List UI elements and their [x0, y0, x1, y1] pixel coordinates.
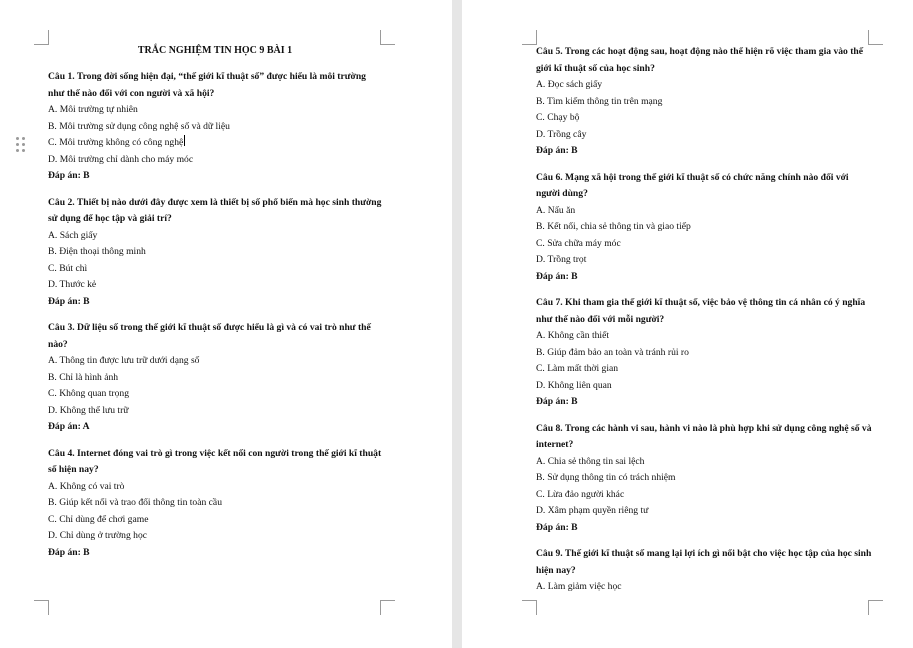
answer-line: Đáp án: B [536, 270, 578, 282]
question-text: Câu 9. Thế giới kĩ thuật số mang lại lợi ích gì nổi bật cho việc học tập của học sinh hiện nay? [536, 548, 872, 576]
page-content-right[interactable] [536, 44, 872, 606]
option-line: A. Môi trường tự nhiên [48, 104, 138, 115]
option-line: A. Không có vai trò [48, 480, 125, 492]
option-line: A. Nấu ăn [536, 204, 576, 216]
question-block-8 [536, 421, 872, 537]
question-block-5 [536, 44, 872, 160]
question-block-1 [48, 69, 382, 185]
option-line: B. Tìm kiếm thông tin trên mạng [536, 95, 663, 107]
option-line: B. Sử dụng thông tin có trách nhiệm [536, 472, 676, 483]
option-line: C. Bút chì [48, 262, 88, 274]
question-text: Câu 3. Dữ liệu số trong thế giới kĩ thuật số được hiểu là gì và có vai trò như thế nào? [48, 322, 371, 350]
option-line: A. Thông tin được lưu trữ dưới dạng số [48, 355, 200, 366]
option-line: B. Môi trường sử dụng công nghệ số và dữ liệu [48, 120, 230, 132]
option-line: D. Trồng trọt [536, 254, 587, 265]
crop-mark-top-left [34, 30, 49, 45]
document-page-left [0, 0, 452, 648]
question-text: Câu 4. Internet đóng vai trò gì trong việc kết nối con người trong thế giới kĩ thuật số hiện nay? [48, 447, 382, 475]
question-block-2 [48, 195, 382, 311]
option-line: D. Xâm phạm quyền riêng tư [536, 505, 649, 516]
option-line: B. Chỉ là hình ảnh [48, 371, 119, 383]
crop-mark-top-left [522, 30, 537, 45]
crop-mark-bottom-left [34, 600, 49, 615]
option-line: C. Chỉ dùng để chơi game [48, 513, 149, 525]
question-text: Câu 5. Trong các hoạt động sau, hoạt động nào thể hiện rõ việc tham gia vào thế giới kĩ thuật số của học sinh? [536, 46, 864, 74]
option-line: A. Sách giấy [48, 229, 98, 241]
option-line: A. Không cần thiết [536, 330, 610, 341]
question-text: Câu 6. Mạng xã hội trong thế giới kĩ thuật số có chức năng chính nào đối với người dùng? [536, 171, 849, 199]
answer-line: Đáp án: B [536, 521, 578, 533]
option-line: D. Trồng cây [536, 128, 587, 140]
question-block-7 [536, 295, 872, 411]
option-text: C. Môi trường không có công nghệ [48, 137, 184, 148]
question-block-9 [536, 546, 872, 596]
question-block-3 [48, 320, 382, 436]
option-line: D. Không liên quan [536, 379, 612, 391]
question-text: Câu 7. Khi tham gia thế giới kĩ thuật số, việc bảo vệ thông tin cá nhân có ý nghĩa như thế nào đối với mỗi người? [536, 297, 866, 325]
text-cursor-icon [184, 135, 185, 146]
document-title: TRẮC NGHIỆM TIN HỌC 9 BÀI 1 [137, 45, 293, 56]
option-line: B. Điện thoại thông minh [48, 246, 146, 257]
option-line: B. Giúp đảm bảo an toàn và tránh rủi ro [536, 346, 689, 358]
crop-mark-top-right [868, 30, 883, 45]
option-line: D. Môi trường chỉ dành cho máy móc [48, 153, 194, 165]
crop-mark-bottom-left [522, 600, 537, 615]
page-content-left[interactable] [48, 44, 382, 571]
option-line: D. Không thể lưu trữ [48, 404, 129, 416]
answer-line: Đáp án: A [48, 421, 90, 432]
option-line: C. Lừa đảo người khác [536, 488, 625, 500]
option-line: A. Đọc sách giấy [536, 79, 603, 90]
answer-line: Đáp án: B [48, 170, 90, 181]
answer-line: Đáp án: B [536, 396, 578, 407]
option-line: D. Thước kẻ [48, 279, 97, 290]
option-line: C. Chạy bộ [536, 112, 580, 123]
option-line: A. Làm giảm việc học [536, 581, 622, 592]
crop-mark-top-right [380, 30, 395, 45]
answer-line: Đáp án: B [48, 295, 90, 307]
option-line: C. Không quan trọng [48, 388, 130, 399]
answer-line: Đáp án: B [536, 145, 578, 156]
question-text: Câu 1. Trong đời sống hiện đại, “thế giới kĩ thuật số” được hiểu là môi trường như thế nào đối với con người và xã hội? [48, 71, 366, 99]
crop-mark-bottom-right [380, 600, 395, 615]
question-text: Câu 8. Trong các hành vi sau, hành vi nào là phù hợp khi sử dụng công nghệ số và internet? [536, 422, 872, 450]
question-block-4 [48, 446, 382, 562]
question-text: Câu 2. Thiết bị nào dưới đây được xem là thiết bị số phổ biến mà học sinh thường sử dụng để học tập và giải trí? [48, 196, 382, 224]
option-line: D. Chỉ dùng ở trường học [48, 530, 148, 541]
option-line: C. Sửa chữa máy móc [536, 237, 621, 249]
option-line: B. Giúp kết nối và trao đổi thông tin toàn cầu [48, 497, 222, 508]
option-line: A. Chia sẻ thông tin sai lệch [536, 455, 645, 467]
option-line-with-cursor [48, 135, 382, 152]
option-line: C. Làm mất thời gian [536, 363, 619, 374]
answer-line: Đáp án: B [48, 546, 90, 558]
question-block-6 [536, 170, 872, 286]
drag-handle-icon[interactable] [16, 137, 26, 155]
document-page-right [462, 0, 913, 648]
option-line: B. Kết nối, chia sẻ thông tin và giao tiếp [536, 221, 691, 232]
